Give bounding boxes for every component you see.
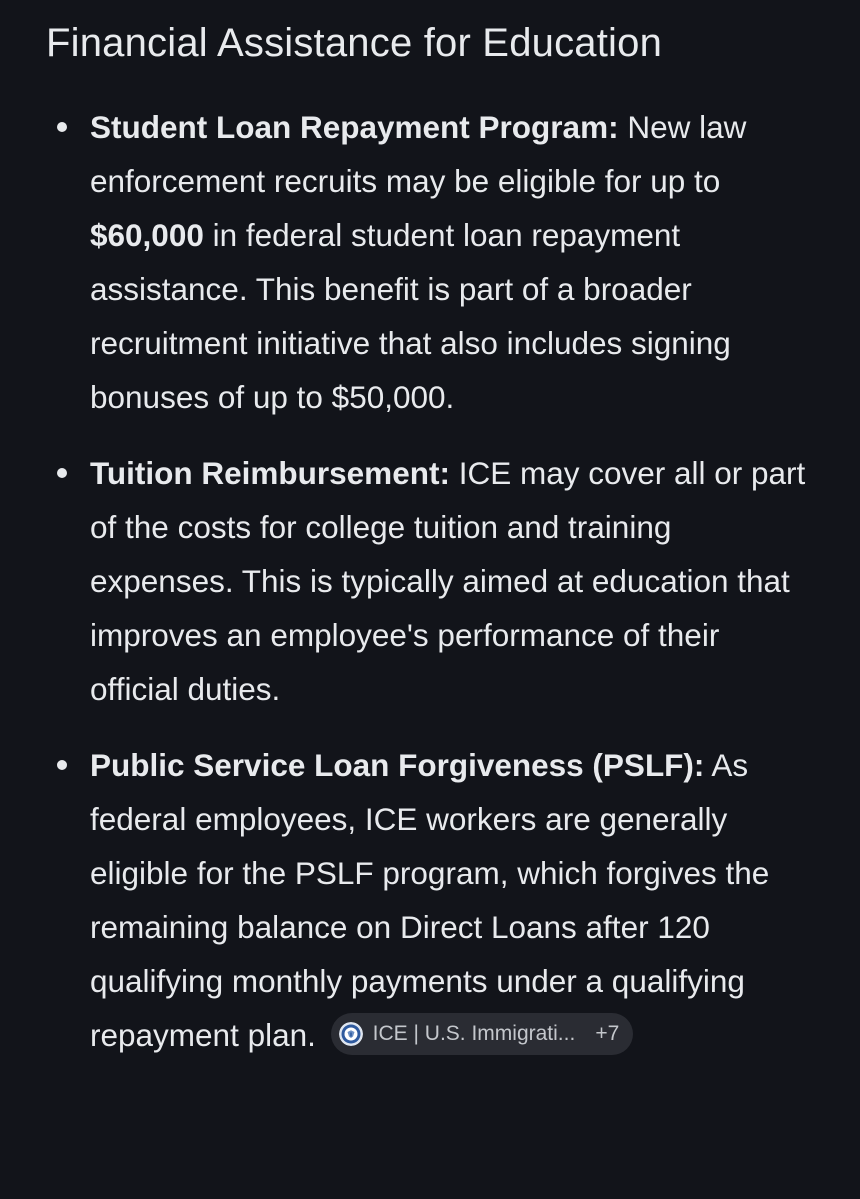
bullet-icon bbox=[57, 760, 67, 770]
list-item-pslf bbox=[46, 738, 812, 1062]
assistance-list bbox=[46, 100, 812, 1062]
item-text: As federal employees, ICE workers are generally eligible for the PSLF program, which forgives the remaining balance on Direct Loans after 120 qualifying monthly payments under a qualifying repayment plan. bbox=[90, 747, 770, 1053]
item-title: Public Service Loan Forgiveness (PSLF): bbox=[90, 747, 705, 783]
item-title: Student Loan Repayment Program: bbox=[90, 109, 619, 145]
item-text: in federal student loan repayment assistance. This benefit is part of a broader recruitment initiative that also includes signing bonuses of up to $50,000. bbox=[90, 217, 731, 415]
source-chip-label: ICE | U.S. Immigrati... bbox=[372, 1021, 576, 1045]
source-chip[interactable] bbox=[331, 1013, 634, 1055]
item-text: New law enforcement recruits may be eligible for up to bbox=[90, 109, 747, 199]
dhs-seal-icon bbox=[339, 1022, 363, 1046]
item-text: ICE may cover all or part of the costs for college tuition and training expenses. This is typically aimed at education that improves an employee's performance of their official duties. bbox=[90, 455, 806, 707]
section-heading: Financial Assistance for Education bbox=[46, 21, 663, 65]
source-chip-more-count: +7 bbox=[595, 1021, 620, 1045]
item-title: Tuition Reimbursement: bbox=[90, 455, 450, 491]
bullet-icon bbox=[57, 468, 67, 478]
bullet-icon bbox=[57, 122, 67, 132]
list-item-tuition bbox=[46, 446, 812, 716]
item-highlight-amount: $60,000 bbox=[90, 217, 204, 253]
list-item-student-loan bbox=[46, 100, 812, 424]
